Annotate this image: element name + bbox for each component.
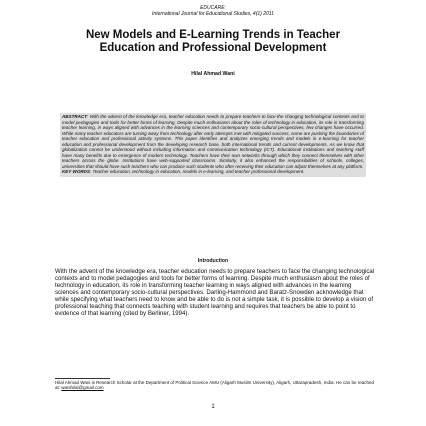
keywords-text: : Teacher education, technology in education, models in e-learning, and teacher professional development. <box>89 169 305 175</box>
journal-header <box>0 5 426 17</box>
page-number: 1 <box>211 404 215 410</box>
footnote-email-link[interactable]: wanihilal@gmail.com <box>61 385 104 391</box>
abstract-box <box>60 113 366 177</box>
abstract-text: : With the advent of the knowledge era, teacher education needs to prepare teachers to face the changing technological contexts and to model pedagogies and tools for better forms of learning. Despite much enthusiasm about the roles of technology in education, its role in transforming teacher learning, in ways aligned with advances in the learning sciences and contemporary socio-cultural perspectives, few changes have occurred. While many teacher educators are turning away from technology after early attempts met with mitigated success, some are pushing the boundaries of teacher education and professional activity systems. This paper identifies and analyzes emerging trends and models in e-learning for teacher education and professional development from the developing research base, both international trends and current developments. As we know that globalization cannot be understood without including information and communication technology (ICT). Educational institutions and teaching staff have many benefits due to emergence of modern technology. Teachers have their own networks through which they connect themselves with other teachers across the globe. Institutions have web-supported classrooms. Similarly, it also enhanced the responsibilities of schools, colleges, universities that should have such teachers who can produce such students who after receiving their education can adjust themselves at any platform. <box>62 114 364 169</box>
footnote-text: Hilal Ahmad Wani is Research Scholar at the Department of Political Science AMU (Aligarh Muslim University), Aligarh, Uttarapradesh, India. He can be reached at: <box>55 380 374 391</box>
journal-citation: International Journal for Educational Studies, 4(1) 2011 <box>152 11 274 17</box>
journal-name: EDUCARE: <box>200 5 226 11</box>
footnote <box>55 380 375 391</box>
paper-title: New Models and E-Learning Trends in Teacher Education and Professional Development <box>85 29 341 54</box>
introduction-heading: Introduction <box>197 258 229 264</box>
author-name: Hilal Ahmad Wani <box>191 71 235 77</box>
keywords-label: KEY WORDS <box>62 169 90 175</box>
abstract-label: ABSTRACT <box>62 114 88 119</box>
introduction-paragraph: With the advent of the knowledge era, teacher education needs to prepare teachers to face the changing technological contexts and to model pedagogies and tools for better forms of learning. Despite much enthusiasm about the roles of technology in education, its role in transforming teacher learning in ways aligned with advances in the learning sciences and contemporary socio-cultural perspectives. Darling-Hammond and Baratz-Snowden acknowledge that while specifying what teachers need to know and be able to do is not a simple task, it is possible to develop a vision of professional teaching that connects teaching with student learning and requires that teachers be able to point to evidence of that learning (cited by Berliner, 1994). <box>55 268 375 318</box>
footnote-divider <box>55 378 110 379</box>
